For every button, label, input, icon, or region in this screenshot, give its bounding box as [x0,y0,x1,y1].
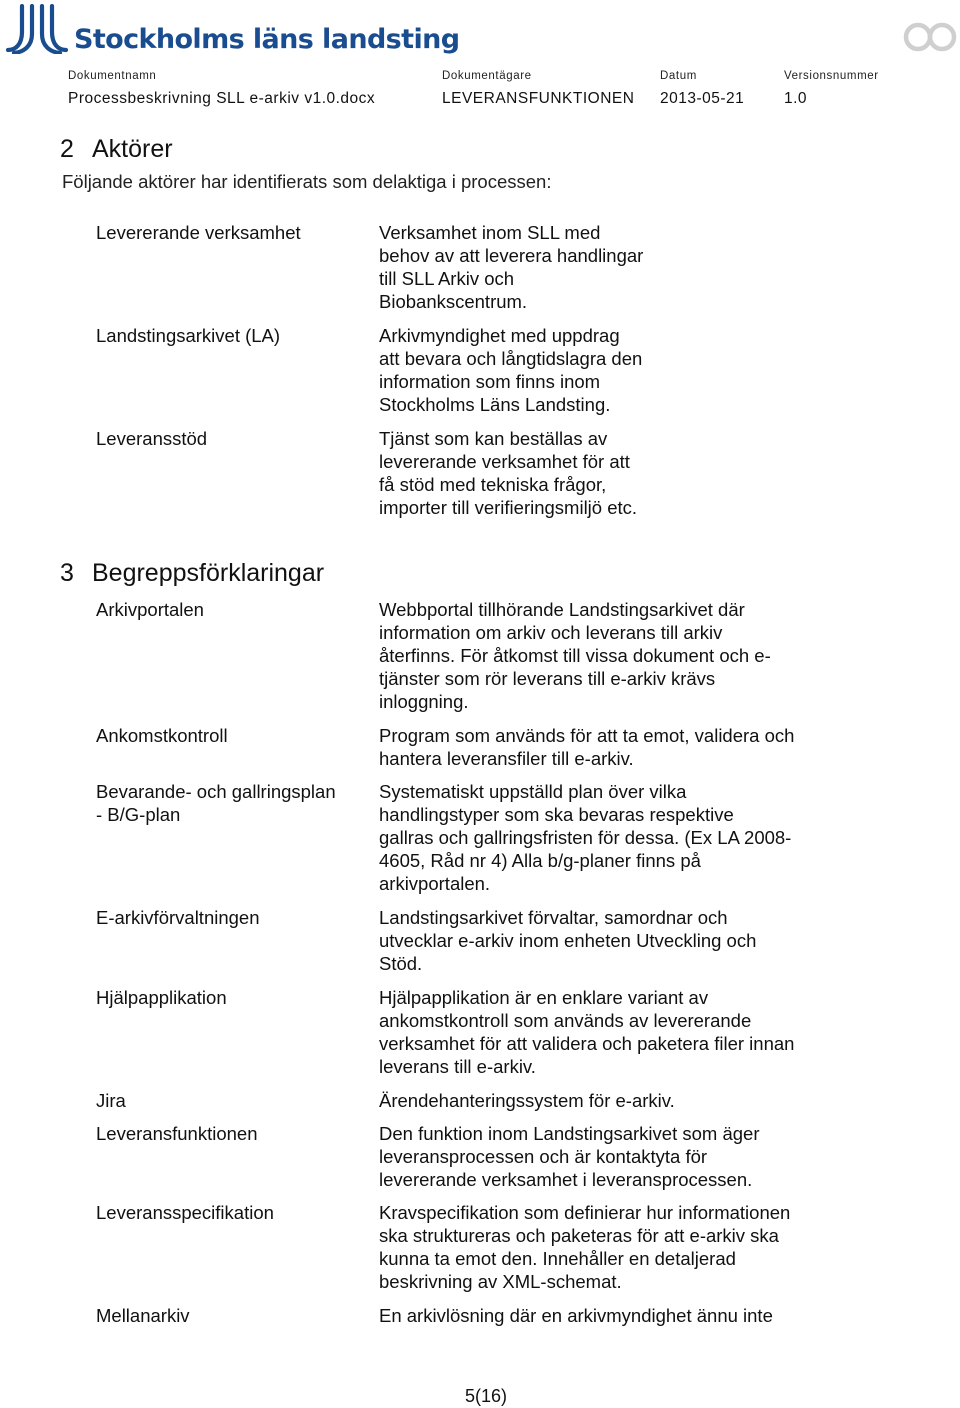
definition-description: Systematiskt uppställd plan över vilka handlingstyper som ska bevaras respektive gallras och gallringsfristen för dessa. (Ex LA 2008- 4605, Råd nr 4) Alla b/g-planer finns på arkivportalen. [379,781,792,894]
definition-term: E-arkivförvaltningen [96,907,260,928]
definition-description: Program som används för att ta emot, validera och hantera leveransfiler till e-arkiv. [379,725,795,769]
doc-owner-label: Dokumentägare [442,70,532,82]
definition-description: En arkivlösning där en arkivmyndighet ännu inte [379,1305,773,1326]
definition-term: Leveransfunktionen [96,1123,258,1144]
definition-term: Jira [96,1090,126,1111]
version-label: Versionsnummer [784,70,879,82]
actor-term: Leveransstöd [96,428,208,449]
date-value: 2013-05-21 [660,90,745,107]
definition-description: Landstingsarkivet förvaltar, samordnar och utvecklar e-arkiv inom enheten Utveckling och Stöd. [379,907,757,974]
section-intro: Följande aktörer har identifierats som delaktiga i processen: [62,171,552,192]
definition-description: Kravspecifikation som definierar hur informationen ska struktureras och paketeras för att e-arkiv ska kunna ta emot den. Innehåller en detaljerad beskrivning av XML-schemat. [379,1202,791,1292]
section-heading-definitions [60,559,324,588]
org-name: Stockholms läns landsting [74,24,460,55]
doc-name-label: Dokumentnamn [68,70,157,82]
section-heading-actors [60,135,173,164]
infinity-icon [902,18,958,56]
actor-description: Tjänst som kan beställas av levererande verksamhet för att få stöd med tekniska frågor, importer till verifieringsmiljö etc. [379,428,638,518]
section-number: 3 [60,559,74,587]
actor-description: Verksamhet inom SLL med behov av att leverera handlingar till SLL Arkiv och Biobankscentrum. [379,222,644,312]
definition-description: Den funktion inom Landstingsarkivet som äger leveransprocessen och är kontaktyta för levererande verksamhet i leveransprocessen. [379,1123,760,1190]
section-number: 2 [60,135,74,163]
definition-term: Arkivportalen [96,599,204,620]
definition-term: Bevarande- och gallringsplan - B/G-plan [96,781,336,825]
doc-owner-value: LEVERANSFUNKTIONEN [442,90,635,107]
date-label: Datum [660,70,697,82]
actor-description: Arkivmyndighet med uppdrag att bevara och långtidslagra den information som finns inom Stockholms Läns Landsting. [379,325,643,415]
doc-name-value: Processbeskrivning SLL e-arkiv v1.0.docx [68,90,376,107]
definition-description: Hjälpapplikation är en enklare variant av ankomstkontroll som används av levererande verksamhet för att validera och paketera filer innan leverans till e-arkiv. [379,987,795,1077]
definition-term: Leveransspecifikation [96,1202,274,1223]
page-number: 5(16) [464,1386,508,1406]
definition-term: Hjälpapplikation [96,987,227,1008]
section-title: Begreppsförklaringar [92,559,325,587]
definition-term: Ankomstkontroll [96,725,228,746]
definition-description: Ärendehanteringssystem för e-arkiv. [379,1090,675,1111]
actor-term: Landstingsarkivet (LA) [96,325,281,346]
definition-description: Webbportal tillhörande Landstingsarkivet där information om arkiv och leverans till arkiv återfinns. För åtkomst till vissa dokument och e- tjänster som rör leverans till e-arkiv krävs inloggning. [379,599,771,712]
section-title: Aktörer [92,135,173,163]
version-value: 1.0 [784,90,808,107]
definition-term: Mellanarkiv [96,1305,190,1326]
actor-term: Levererande verksamhet [96,222,301,243]
sll-logo-icon [4,4,70,54]
